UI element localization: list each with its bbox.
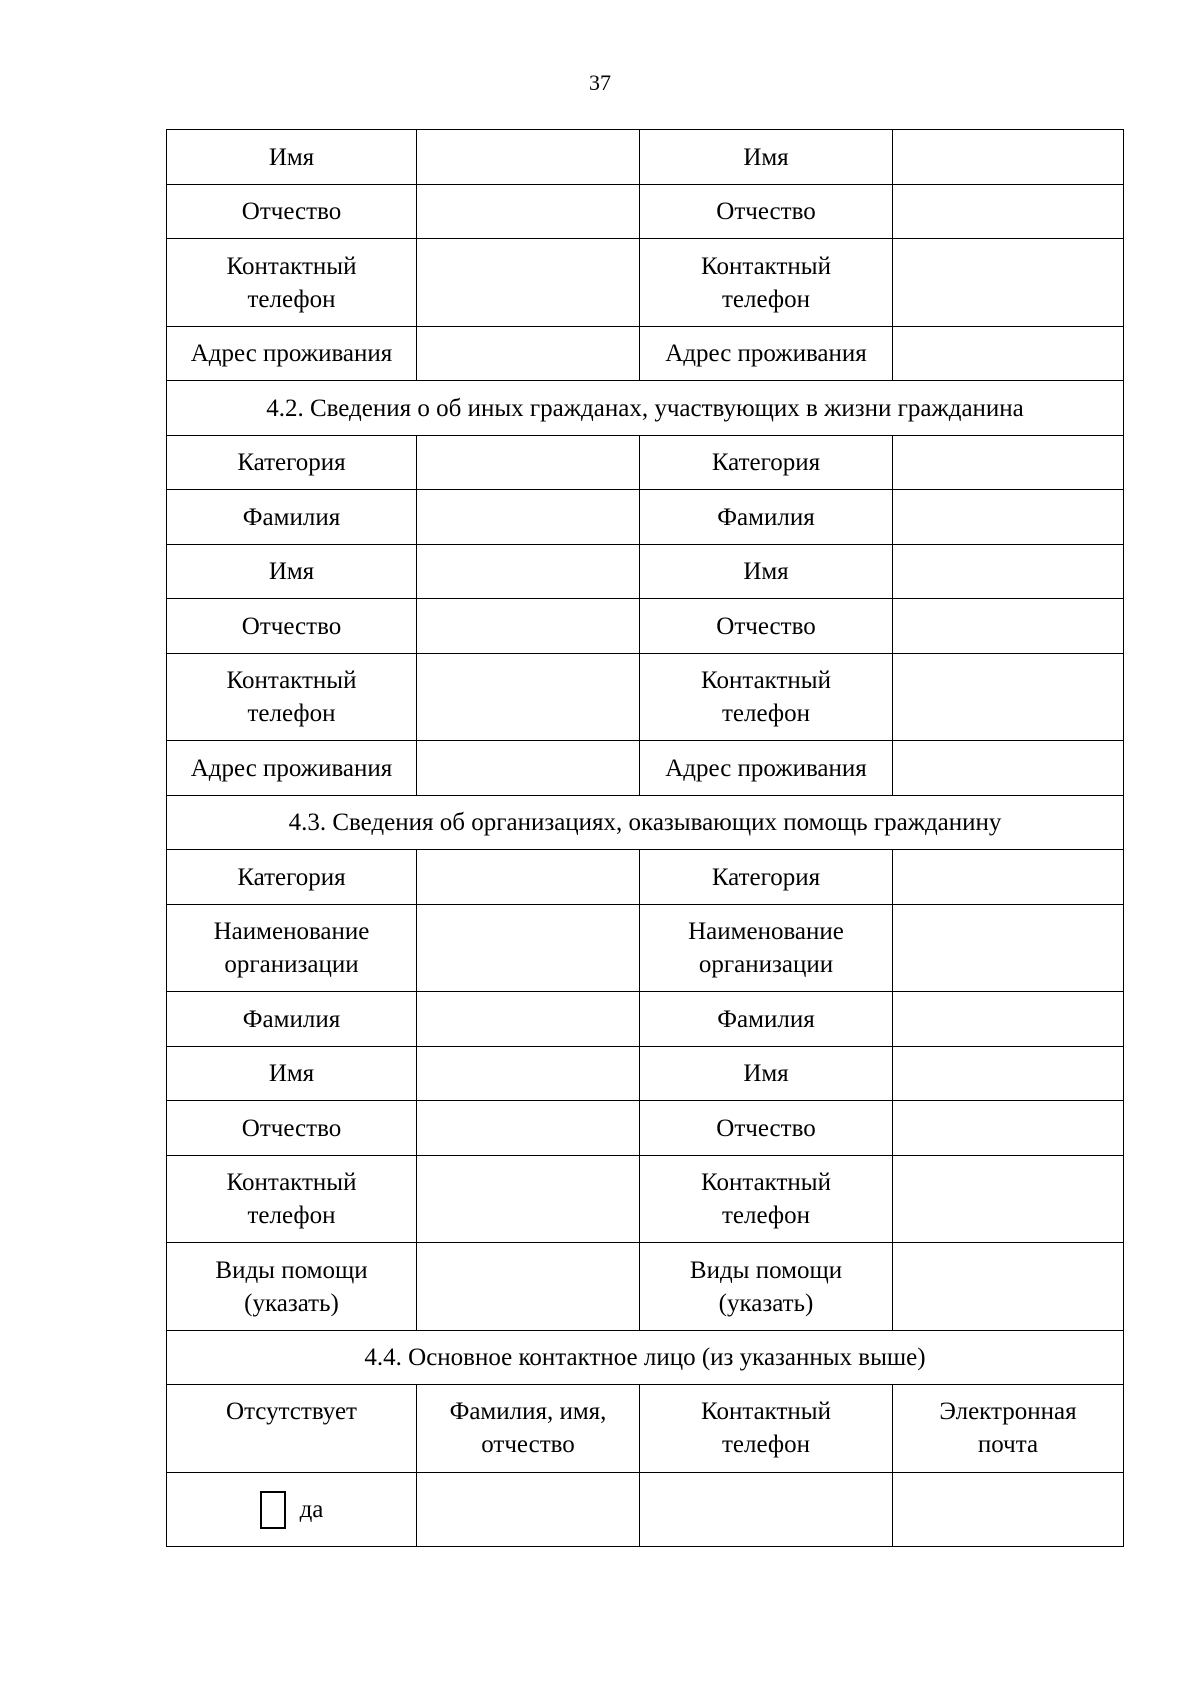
field-label: Отчество (167, 1101, 417, 1156)
field-value-cell[interactable] (893, 545, 1124, 599)
field-label: Адрес проживания (640, 741, 893, 796)
field-label: Наименование организации (167, 905, 417, 992)
form-row (167, 239, 1124, 327)
field-value-cell[interactable] (417, 905, 640, 992)
page-number: 37 (589, 70, 611, 95)
field-value-cell[interactable] (893, 741, 1124, 796)
contact-phone-value-cell[interactable] (640, 1473, 893, 1547)
field-value-cell[interactable] (893, 1047, 1124, 1101)
field-value-cell[interactable] (893, 490, 1124, 545)
field-value-cell[interactable] (417, 599, 640, 654)
field-label: Контактный телефон (640, 1156, 893, 1243)
field-value-cell[interactable] (893, 850, 1124, 905)
header-full-name: Фамилия, имя, отчество (417, 1385, 640, 1473)
field-value-cell[interactable] (417, 741, 640, 796)
field-value-cell[interactable] (893, 436, 1124, 490)
field-label: Отчество (167, 185, 417, 239)
field-label: Контактный телефон (640, 239, 893, 327)
field-label: Контактный телефон (167, 654, 417, 741)
field-label: Фамилия (640, 490, 893, 545)
field-label: Наименование организации (640, 905, 893, 992)
field-value-cell[interactable] (417, 185, 640, 239)
field-label: Фамилия (640, 992, 893, 1047)
section-header-row (167, 796, 1124, 850)
field-value-cell[interactable] (417, 327, 640, 381)
field-value-cell[interactable] (893, 599, 1124, 654)
section-header-row (167, 1331, 1124, 1385)
field-label: Адрес проживания (167, 741, 417, 796)
field-label: Виды помощи (указать) (640, 1243, 893, 1331)
field-label: Категория (640, 850, 893, 905)
form-row (167, 992, 1124, 1047)
field-label: Имя (167, 1047, 417, 1101)
form-row (167, 1243, 1124, 1331)
field-value-cell[interactable] (417, 1156, 640, 1243)
header-absent: Отсутствует (167, 1385, 417, 1473)
field-label: Категория (167, 850, 417, 905)
field-label: Отчество (640, 185, 893, 239)
field-label: Адрес проживания (640, 327, 893, 381)
form-row (167, 654, 1124, 741)
field-label: Имя (640, 130, 893, 185)
field-value-cell[interactable] (417, 1101, 640, 1156)
column-header-row (167, 1385, 1124, 1473)
form-row (167, 545, 1124, 599)
absent-checkbox[interactable] (260, 1491, 286, 1529)
email-value-cell[interactable] (893, 1473, 1124, 1547)
field-value-cell[interactable] (417, 545, 640, 599)
absent-cell (167, 1473, 417, 1547)
field-value-cell[interactable] (417, 436, 640, 490)
field-label: Имя (167, 545, 417, 599)
form-row (167, 741, 1124, 796)
field-label: Отчество (640, 1101, 893, 1156)
form-row (167, 490, 1124, 545)
header-email: Электронная почта (893, 1385, 1124, 1473)
form-row (167, 1101, 1124, 1156)
field-label: Имя (640, 1047, 893, 1101)
form-row (167, 1156, 1124, 1243)
field-value-cell[interactable] (893, 1101, 1124, 1156)
field-value-cell[interactable] (893, 654, 1124, 741)
contact-persons-form (166, 129, 1124, 1547)
field-value-cell[interactable] (893, 185, 1124, 239)
header-contact-phone: Контактный телефон (640, 1385, 893, 1473)
form-row (167, 1473, 1124, 1547)
field-value-cell[interactable] (417, 239, 640, 327)
field-value-cell[interactable] (893, 327, 1124, 381)
field-value-cell[interactable] (893, 1243, 1124, 1331)
field-value-cell[interactable] (893, 992, 1124, 1047)
form-row (167, 1047, 1124, 1101)
field-value-cell[interactable] (417, 490, 640, 545)
field-label: Адрес проживания (167, 327, 417, 381)
field-value-cell[interactable] (893, 130, 1124, 185)
field-value-cell[interactable] (893, 1156, 1124, 1243)
field-value-cell[interactable] (417, 1047, 640, 1101)
field-label: Контактный телефон (167, 239, 417, 327)
form-row (167, 436, 1124, 490)
form-row (167, 185, 1124, 239)
field-value-cell[interactable] (893, 905, 1124, 992)
field-value-cell[interactable] (417, 130, 640, 185)
section-title-4-3: 4.3. Сведения об организациях, оказывающих помощь гражданину (167, 796, 1124, 850)
field-value-cell[interactable] (417, 850, 640, 905)
section-title-4-4: 4.4. Основное контактное лицо (из указанных выше) (167, 1331, 1124, 1385)
field-label: Имя (167, 130, 417, 185)
form-row (167, 130, 1124, 185)
field-value-cell[interactable] (417, 992, 640, 1047)
form-row (167, 905, 1124, 992)
section-header-row (167, 381, 1124, 436)
field-label: Имя (640, 545, 893, 599)
form-row (167, 850, 1124, 905)
field-value-cell[interactable] (417, 654, 640, 741)
field-label: Фамилия (167, 490, 417, 545)
field-label: Категория (167, 436, 417, 490)
field-value-cell[interactable] (417, 1243, 640, 1331)
field-label: Контактный телефон (640, 654, 893, 741)
field-label: Отчество (640, 599, 893, 654)
checkbox-label: да (299, 1496, 324, 1523)
form-row (167, 599, 1124, 654)
field-value-cell[interactable] (893, 239, 1124, 327)
section-title-4-2: 4.2. Сведения о об иных гражданах, участвующих в жизни гражданина (167, 381, 1124, 436)
field-label: Отчество (167, 599, 417, 654)
field-label: Контактный телефон (167, 1156, 417, 1243)
form-row (167, 327, 1124, 381)
field-label: Категория (640, 436, 893, 490)
field-label: Фамилия (167, 992, 417, 1047)
field-label: Виды помощи (указать) (167, 1243, 417, 1331)
full-name-value-cell[interactable] (417, 1473, 640, 1547)
